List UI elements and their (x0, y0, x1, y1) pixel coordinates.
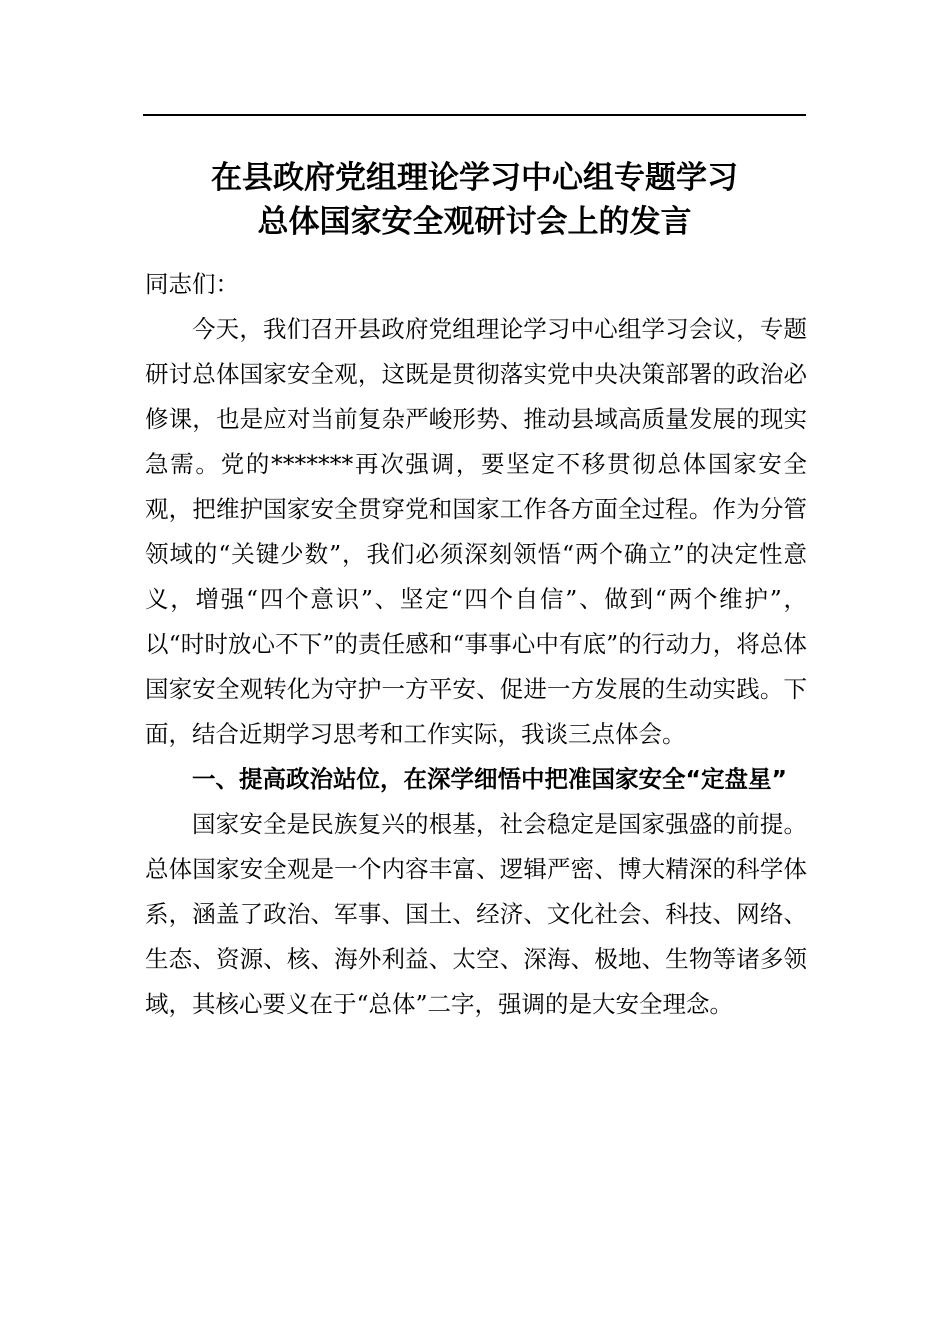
paragraph-intro: 今天，我们召开县政府党组理论学习中心组学习会议，专题研讨总体国家安全观，这既是贯彻落实党中央决策部署的政治必修课，也是应对当前复杂严峻形势、推动县域高质量发展的现实急需。党的*******再次强调，要坚定不移贯彻总体国家安全观，把维护国家安全贯穿党和国家工作各方面全过程。作为分管领域的“关键少数”，我们必须深刻领悟“两个确立”的决定性意义，增强“四个意识”、坚定“四个自信”、做到“两个维护”，以“时时放心不下”的责任感和“事事心中有底”的行动力，将总体国家安全观转化为守护一方平安、促进一方发展的生动实践。下面，结合近期学习思考和工作实际，我谈三点体会。 (145, 315, 807, 748)
document-body (145, 262, 807, 1027)
document-title-line-1: 在县政府党组理论学习中心组专题学习 (211, 160, 738, 196)
header-rule (143, 114, 806, 116)
section-heading-1: 一、提高政治站位，在深学细悟中把准国家安全“定盘星” (192, 765, 787, 793)
paragraph-section-1: 国家安全是民族复兴的根基，社会稳定是国家强盛的前提。总体国家安全观是一个内容丰富、逻辑严密、博大精深的科学体系，涵盖了政治、军事、国土、经济、文化社会、科技、网络、生态、资源、核、海外利益、太空、深海、极地、生物等诸多领域，其核心要义在于“总体”二字，强调的是大安全理念。 (145, 810, 807, 1018)
document-title-line-2: 总体国家安全观研讨会上的发言 (257, 204, 692, 240)
salutation: 同志们： (145, 270, 239, 298)
